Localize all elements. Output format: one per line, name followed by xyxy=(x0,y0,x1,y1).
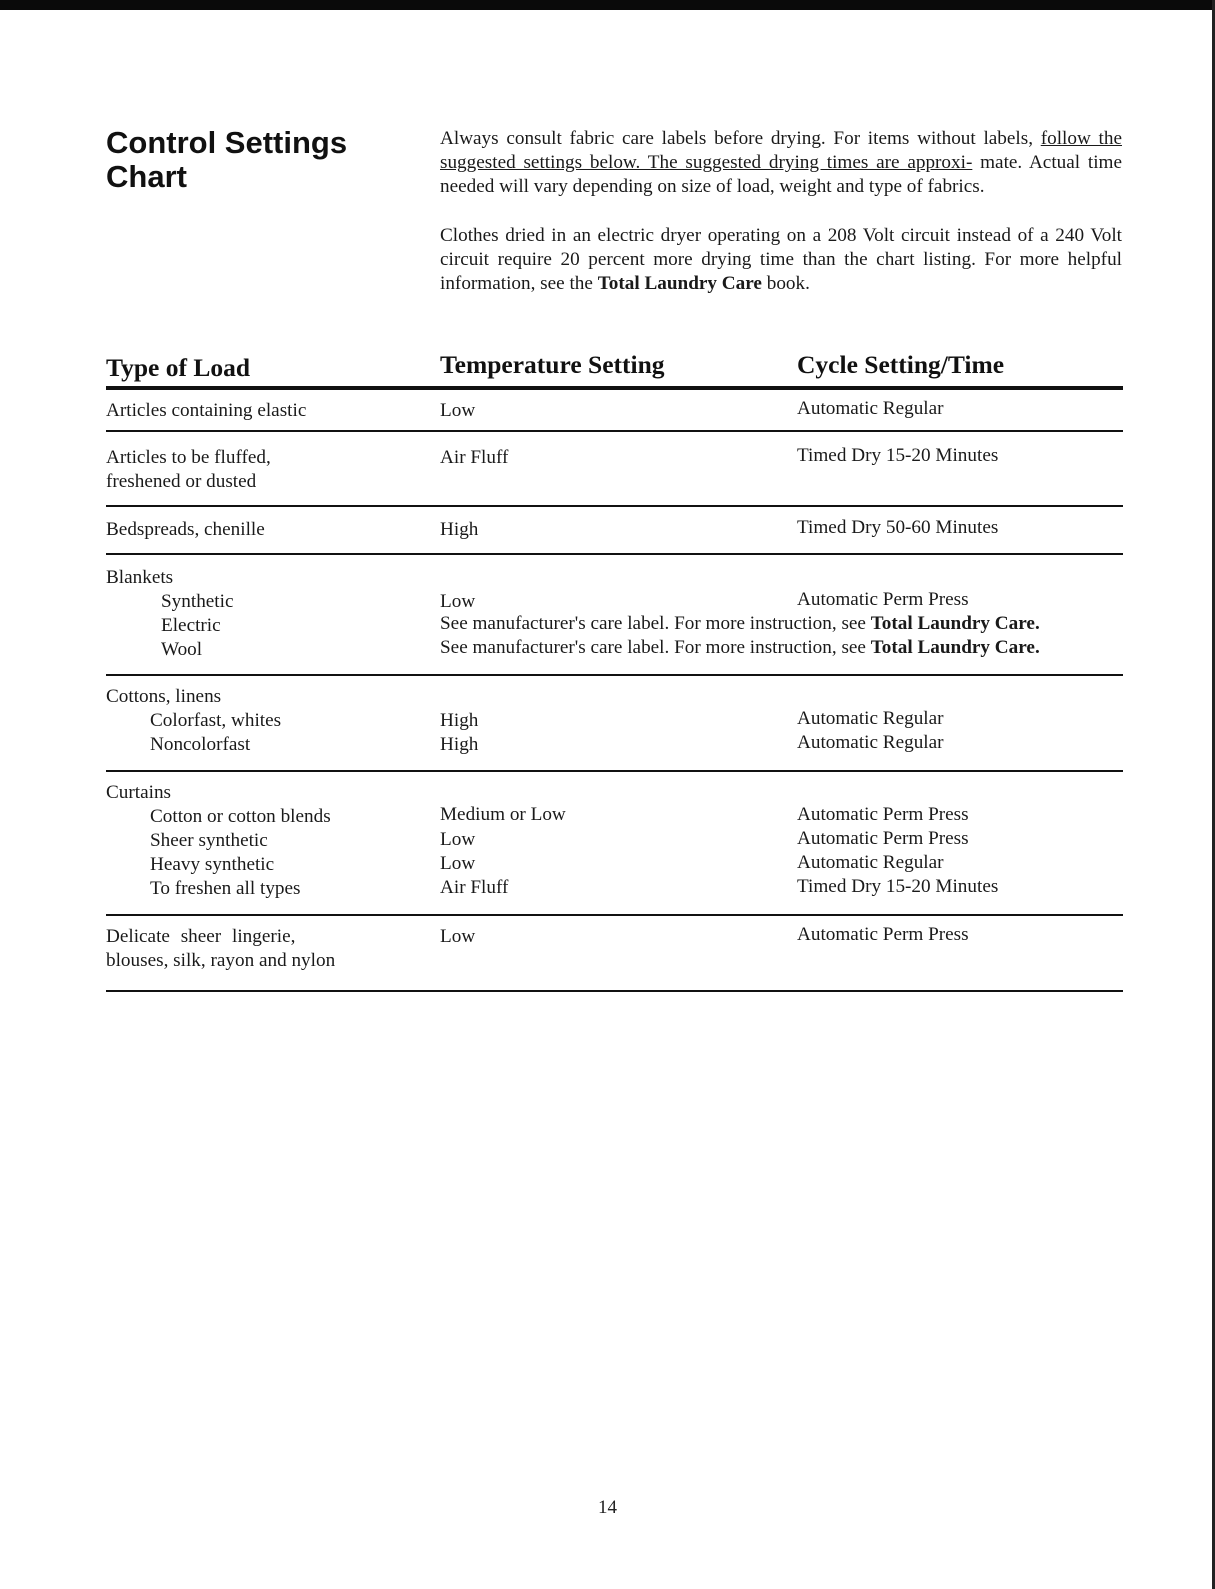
header-cycle-setting: Cycle Setting/Time xyxy=(797,350,1005,379)
group-label: Blankets xyxy=(106,567,174,588)
intro-paragraph-2: Clothes dried in an electric dryer operating on a 208 Volt circuit instead of a 240 Volt circuit require 20 percent more drying time than the chart listing. For more helpful information, see the Total Laundry Care book. xyxy=(440,224,1122,295)
table-bottom-rule xyxy=(106,990,1123,992)
page-title: Control Settings Chart xyxy=(106,125,348,194)
row-load-line2: freshened or dusted xyxy=(106,471,257,492)
sub-load: Electric xyxy=(161,615,221,636)
sub-load: Colorfast, whites xyxy=(150,710,282,731)
sub-temp: High xyxy=(440,710,479,731)
sub-temp: Medium or Low xyxy=(440,804,566,825)
row-load: Delicate sheer lingerie, xyxy=(106,926,296,947)
sub-cycle: Automatic Perm Press xyxy=(797,589,969,610)
group-label: Cottons, linens xyxy=(106,686,222,707)
row-temp: High xyxy=(440,519,479,540)
scan-top-edge xyxy=(0,0,1215,10)
header-rule xyxy=(106,386,1123,390)
sub-cycle: Automatic Perm Press xyxy=(797,828,969,849)
sub-load: Cotton or cotton blends xyxy=(150,806,331,827)
row-divider xyxy=(106,505,1123,507)
intro-paragraph-1: Always consult fabric care labels before drying. For items without labels, follow the suggested settings below. The suggested drying times are approxi- mate. Actual time needed will vary depending on size of load, weight and type of fabrics. xyxy=(440,128,1122,198)
care-note: See manufacturer's care label. For more instruction, see Total Laundry Care. xyxy=(440,613,1040,634)
sub-load: Heavy synthetic xyxy=(150,854,275,875)
row-divider xyxy=(106,914,1123,916)
sub-temp: Low xyxy=(440,591,476,612)
header-type-of-load: Type of Load xyxy=(106,353,251,382)
group-label: Curtains xyxy=(106,782,172,803)
row-load: Articles containing elastic xyxy=(106,400,307,421)
intro-text xyxy=(440,127,1122,320)
sub-load: Synthetic xyxy=(161,591,234,612)
row-cycle: Timed Dry 50-60 Minutes xyxy=(797,517,999,538)
sub-load: Sheer synthetic xyxy=(150,830,268,851)
row-temp: Air Fluff xyxy=(440,447,509,468)
page-number: 14 xyxy=(598,1497,617,1518)
row-divider xyxy=(106,430,1123,432)
row-temp: Low xyxy=(440,926,476,947)
care-note: See manufacturer's care label. For more instruction, see Total Laundry Care. xyxy=(440,637,1040,658)
header-temperature-setting: Temperature Setting xyxy=(440,350,665,379)
sub-cycle: Timed Dry 15-20 Minutes xyxy=(797,876,999,897)
row-temp: Low xyxy=(440,400,476,421)
sub-temp: Low xyxy=(440,853,476,874)
row-load-line2: blouses, silk, rayon and nylon xyxy=(106,950,336,971)
sub-cycle: Automatic Regular xyxy=(797,708,944,729)
row-cycle: Automatic Perm Press xyxy=(797,924,969,945)
sub-temp: Air Fluff xyxy=(440,877,509,898)
sub-cycle: Automatic Regular xyxy=(797,732,944,753)
row-cycle: Timed Dry 15-20 Minutes xyxy=(797,445,999,466)
row-divider xyxy=(106,553,1123,555)
sub-cycle: Automatic Regular xyxy=(797,852,944,873)
sub-temp: Low xyxy=(440,829,476,850)
row-divider xyxy=(106,674,1123,676)
book-title: Total Laundry Care xyxy=(597,273,762,295)
sub-load: Noncolorfast xyxy=(150,734,251,755)
sub-cycle: Automatic Perm Press xyxy=(797,804,969,825)
row-cycle: Automatic Regular xyxy=(797,398,944,419)
row-load: Articles to be fluffed, xyxy=(106,447,271,468)
sub-temp: High xyxy=(440,734,479,755)
row-divider xyxy=(106,770,1123,772)
underlined-text: follow the suggested settings below. The suggested drying times are approxi- xyxy=(440,128,1122,174)
row-load: Bedspreads, chenille xyxy=(106,519,265,540)
sub-load: To freshen all types xyxy=(150,878,301,899)
sub-load: Wool xyxy=(161,639,203,660)
